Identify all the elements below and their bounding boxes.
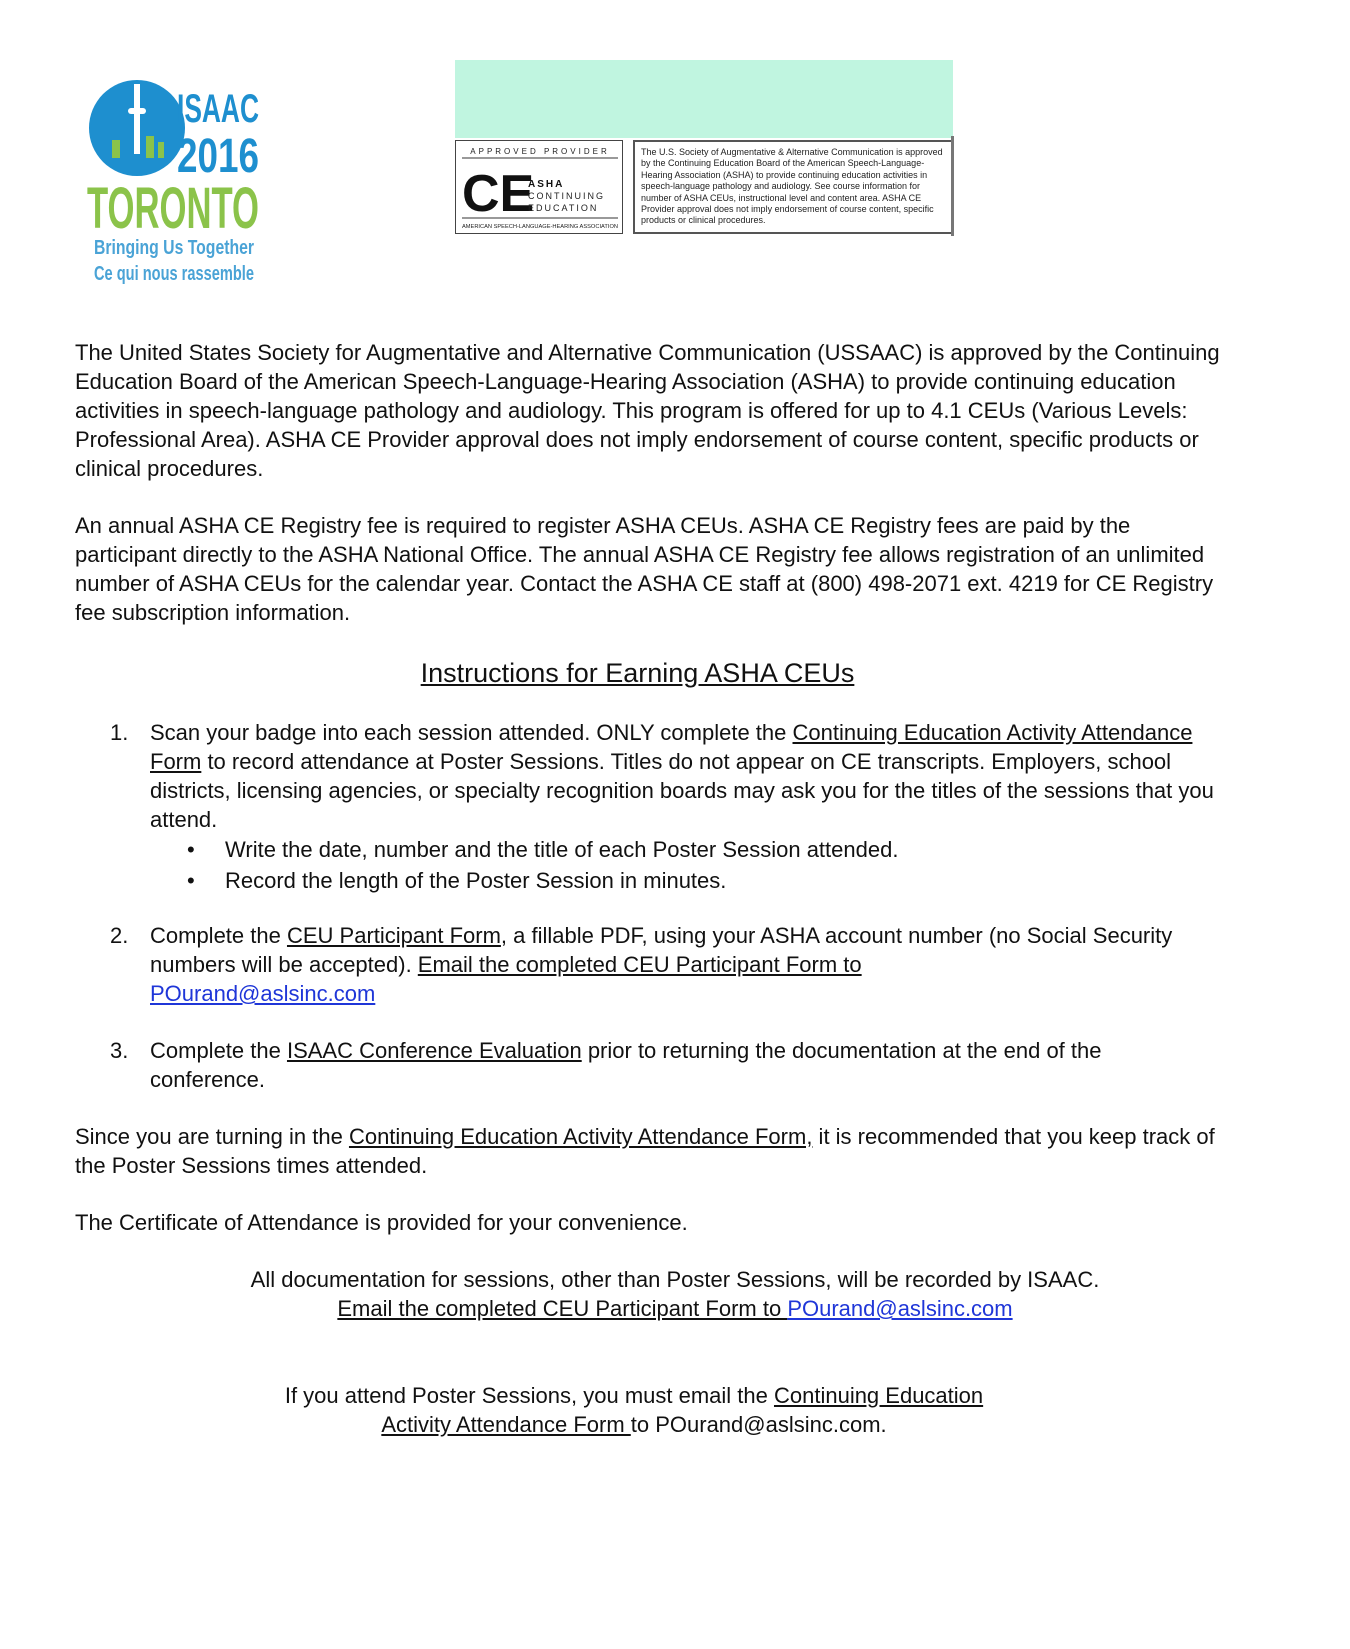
attendance-form-link[interactable]: Continuing Education Activity Attendance Form,: [348, 1124, 813, 1149]
asha-label: ASHA: [528, 179, 565, 190]
poster-session-email-note: If you attend Poster Sessions, you must email the Continuing Education: [284, 1383, 984, 1408]
ussaac-approval-paragraph: The United States Society for Augmentative and Alternative Communication (USSAAC) is approved by the Continuing Education Board of the American Speech-Language-Hearing Association (ASHA) to provide continuing education activities in speech-language pathology and audiology. This program is offered for up to 4.1 CEUs (Various Levels: Professional Area). ASHA CE Provider approval does not imply endorsement of course content, specific products or clinical procedures.: [75, 340, 1220, 481]
asha-frame-edge: [951, 136, 954, 236]
instructions-heading: Instructions for Earning ASHA CEUs: [420, 658, 855, 688]
logo-cn-tower: [134, 84, 140, 154]
item-number: 3.: [110, 1038, 129, 1063]
bullet-text: Record the length of the Poster Session in minutes.: [225, 868, 727, 893]
item-number: 1.: [110, 720, 129, 745]
asha-header-band: [455, 60, 953, 138]
email-link[interactable]: POurand@aslsinc.com: [787, 1296, 1013, 1321]
asha-ce-badge: [455, 140, 623, 234]
item-text: Scan your badge into each session attended. ONLY complete the Continuing Education Activity Attendance Form to record attendance at Poster Sessions. Titles do not appear on CE transcripts. Employers, school districts, licensing agencies, or specialty recognition boards may ask you for the titles of the sessions that you attend.: [150, 720, 1214, 832]
asha-ce-badge-graphic: [456, 141, 624, 235]
logo-tagline-fr: Ce qui nous rassemble: [94, 263, 254, 285]
attendance-form-link[interactable]: Continuing Education Activity Attendance Form: [150, 720, 1193, 774]
bullet-dot: •: [187, 837, 195, 862]
asha-approval-statement: The U.S. Society of Augmentative & Alternative Communication is approved by the Continuing Education Board of the American Speech-Language-Hearing Association (ASHA) to provide continuing education activities in speech-language pathology and audiology. See course information for number of ASHA CEUs, instructional level and content area. ASHA CE Provider approval does not imply endorsement of course content, specific products or clinical procedures.: [633, 140, 953, 234]
poster-session-email-note-line2: Activity Attendance Form to POurand@aslsinc.com.: [381, 1412, 887, 1437]
logo-isaac: ISAAC: [177, 87, 259, 131]
logo-year: 2016: [177, 130, 259, 183]
certificate-paragraph: The Certificate of Attendance is provided for your convenience.: [75, 1210, 688, 1235]
attendance-form-link[interactable]: Activity Attendance Form: [381, 1412, 631, 1437]
approved-provider-label: APPROVED PROVIDER: [470, 147, 610, 156]
item-number: 2.: [110, 923, 129, 948]
email-instruction-link[interactable]: Email the completed CEU Participant Form to: [417, 952, 862, 977]
isaac-2016-toronto-logo: [82, 78, 282, 298]
attendance-form-link[interactable]: Continuing Education: [773, 1383, 984, 1408]
bullet-dot: •: [187, 868, 195, 893]
conference-evaluation-link[interactable]: ISAAC Conference Evaluation: [286, 1038, 582, 1063]
logo-tagline-en: Bringing Us Together: [94, 237, 255, 259]
education-label: EDUCATION: [528, 203, 599, 213]
registry-fee-paragraph: An annual ASHA CE Registry fee is required to register ASHA CEUs. ASHA CE Registry fees are paid by the participant directly to the ASHA National Office. The annual ASHA CE Registry fee allows registration of an unlimited number of ASHA CEUs for the calendar year. Contact the ASHA CE staff at (800) 498-2071 ext. 4219 for CE Registry fee subscription information.: [75, 513, 1214, 625]
poster-session-tracking-paragraph: Since you are turning in the Continuing Education Activity Attendance Form, it is recommended that you keep track of the Poster Sessions times attended.: [75, 1124, 1215, 1178]
ceu-participant-form-link[interactable]: CEU Participant Form: [286, 923, 501, 948]
item-text: Complete the ISAAC Conference Evaluation prior to returning the documentation at the end of the conference.: [150, 1038, 1102, 1092]
asha-association-label: AMERICAN SPEECH-LANGUAGE-HEARING ASSOCIATION: [462, 224, 619, 230]
documentation-note: All documentation for sessions, other than Poster Sessions, will be recorded by ISAAC.: [250, 1267, 1100, 1292]
email-form-instruction: Email the completed CEU Participant Form to: [337, 1296, 788, 1321]
ce-logo-mark: CE: [462, 165, 535, 223]
logo-toronto: TORONTO: [87, 176, 259, 241]
email-link[interactable]: POurand@aslsinc.com: [150, 981, 376, 1006]
bullet-text: Write the date, number and the title of each Poster Session attended.: [225, 837, 899, 862]
email-form-note: [0, 1294, 1350, 1323]
logo-graphic: [82, 78, 282, 298]
continuing-label: CONTINUING: [528, 191, 605, 201]
item-text: Complete the CEU Participant Form, a fillable PDF, using your ASHA account number (no Social Security numbers will be accepted). Email the completed CEU Participant Form to POurand@aslsinc.com: [150, 923, 1173, 1006]
